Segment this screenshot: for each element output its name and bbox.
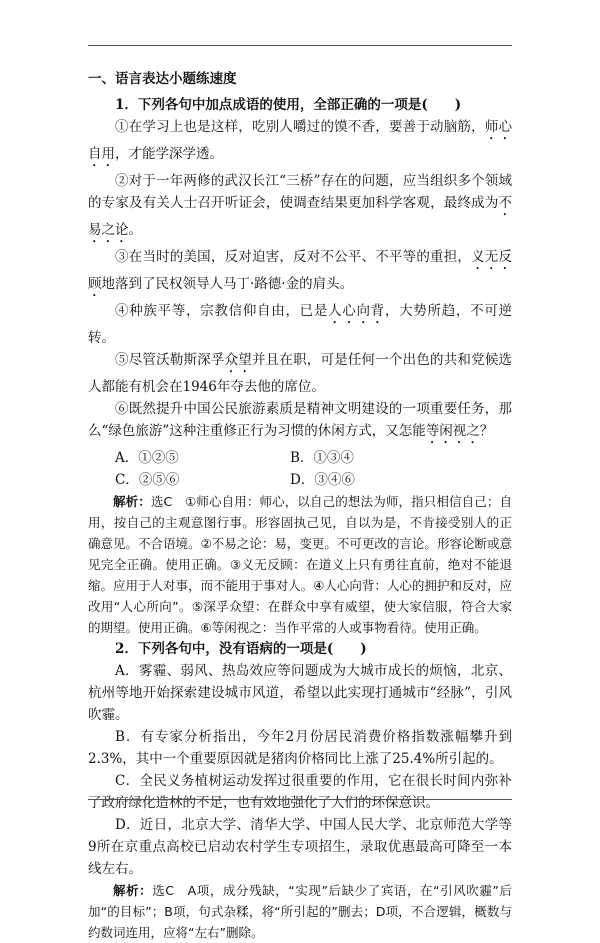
idiom-6: 等闲视之	[425, 423, 480, 439]
q2-analysis	[88, 880, 512, 943]
q1-option-a: A．①②⑤	[115, 450, 179, 466]
q1-sentence-3: ③在当时的美国，反对迫害，反对不公平、不平等的重担，义无反顾地落到了民权领导人马丁·路德·金的肩头。	[88, 249, 513, 292]
q1-sentence-6: ⑥既然提升中国公民旅游素质是精神文明建设的一项重要任务，那么“绿色旅游”这种注重修正行为习惯的休闲方式，又怎能等闲视之？	[88, 401, 512, 439]
idiom-1: 师心自用	[88, 119, 513, 162]
q1-sentence-5: ⑤尽管沃勒斯深孚众望并且在职，可是任何一个出色的共和党候选人都能有机会在1946年夺去他的席位。	[88, 352, 513, 395]
q2-option-a: A．雾霾、弱风、热岛效应等问题成为大城市成长的烦恼，北京、杭州等地开始探索建设城市风道，希望以此实现打通城市“经脉”，引风吹霾。	[88, 663, 512, 723]
idiom-3: 义无反顾	[88, 249, 513, 292]
q1-options-row-2	[88, 469, 512, 491]
question-1-stem: 1．下列各句中加点成语的使用，全部正确的一项是( )	[115, 97, 462, 113]
exercise-content	[88, 68, 512, 943]
section-title: 一、语言表达小题练速度	[88, 71, 237, 87]
question-2-stem: 2．下列各句中，没有语病的一项是( )	[115, 641, 367, 657]
idiom-2: 不易之论	[88, 195, 512, 238]
q2-option-c: C．全民义务植树运动发挥过很重要的作用，它在很长时间内弥补了政府绿化造林的不足，也有效地强化了人们的环保意识。	[88, 773, 512, 811]
q1-sentence-4: ④种族平等，宗教信仰自由，已是人心向背，大势所趋，不可逆转。	[88, 303, 513, 346]
q1-option-d: D．③④⑥	[290, 472, 355, 488]
q1-options-row-1	[88, 447, 512, 469]
q2-option-b: B．有专家分析指出，今年2月份居民消费价格指数涨幅攀升到2.3%，其中一个重要原因就是猪肉价格同比上涨了25.4%所引起的。	[88, 729, 512, 767]
q1-option-c: C．②⑤⑥	[115, 472, 180, 488]
q2-option-d: D．近日，北京大学、清华大学、中国人民大学、北京师范大学等9所在京重点高校已启动农村学生专项招生，录取优惠最高可降至一本线左右。	[88, 817, 512, 877]
q1-option-b: B．①③④	[290, 450, 354, 466]
analysis-label: 解析：	[113, 883, 153, 898]
header-rule	[88, 45, 512, 46]
idiom-4: 人心向背	[328, 303, 385, 319]
footer-rule	[88, 799, 512, 800]
idiom-5: 众望	[224, 352, 252, 368]
q1-analysis	[88, 491, 512, 638]
analysis-label: 解析：	[113, 494, 151, 509]
q1-analysis-text: 选C ①师心自用：师心，以自己的想法为师，指只相信自己；自用，按自己的主观意图行事。形容固执己见，自以为是，不肯接受别人的正确意见。不合语境。②不易之论：易，变更。不可更改的言论。形容论断或意见完全正确。使用正确。③义无反顾：在道义上只有勇往直前，绝对不能退缩。应用于人对事，而不能用于事对人。④人心向背：人心的拥护和反对，应改用“人心所向”。⑤深孚众望：在群众中享有威望，使大家信服，符合大家的期望。使用正确。⑥等闲视之：当作平常的人或事物看待。使用正确。	[88, 494, 512, 635]
q1-sentence-2: ②对于一年两修的武汉长江“三桥”存在的问题，应当组织多个领域的专家及有关人士召开听证会，使调查结果更加科学客观，最终成为不易之论。	[88, 173, 512, 238]
q1-sentence-1: ①在学习上也是这样，吃别人嚼过的馍不香，要善于动脑筋，师心自用，才能学深学透。	[88, 119, 513, 162]
q2-analysis-text: 选C A项，成分残缺，“实现”后缺少了宾语，在“引风吹霾”后加“的目标”；B项，句式杂糅，将“所引起的”删去；D项，不合逻辑，概数与约数词连用，应将“左右”删除。	[88, 883, 512, 940]
